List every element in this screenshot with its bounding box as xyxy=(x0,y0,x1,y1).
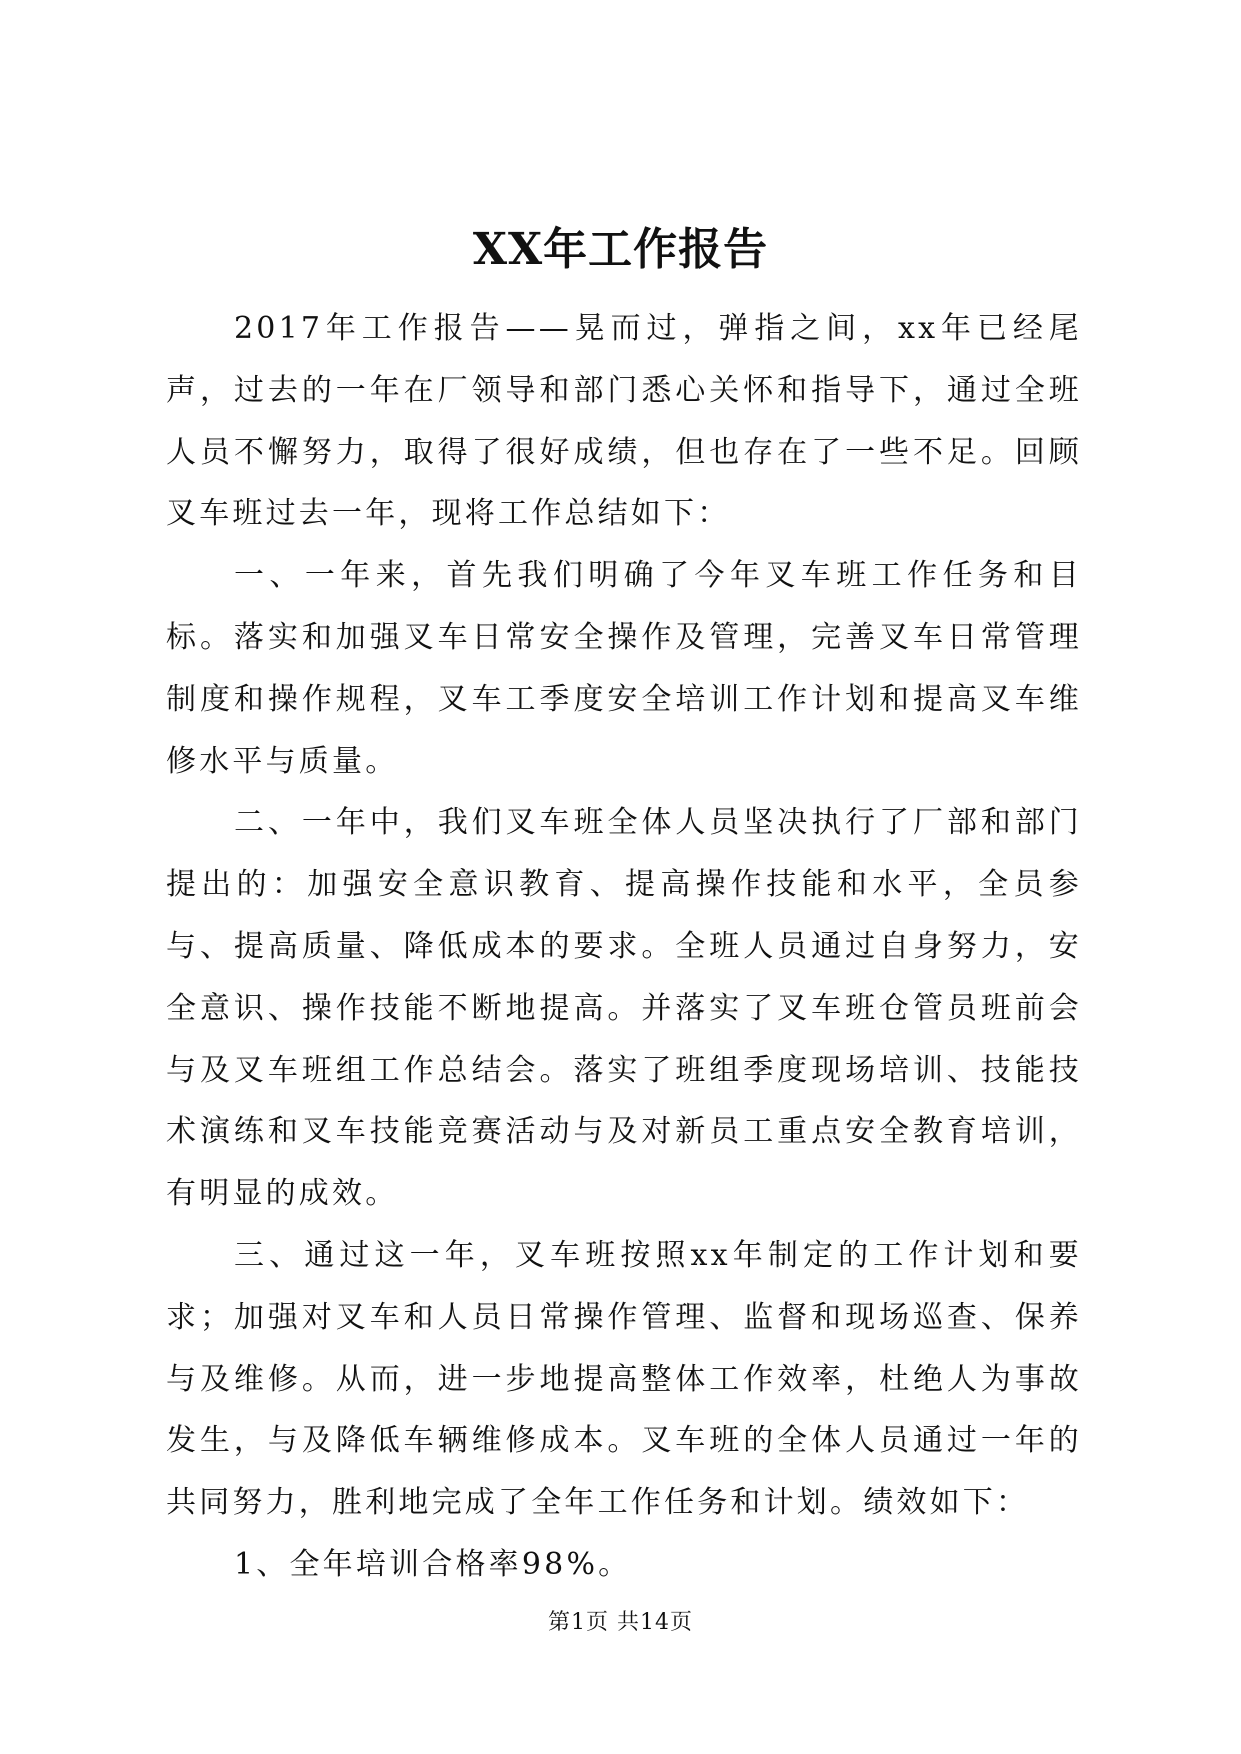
section-two-paragraph: 二、一年中，我们叉车班全体人员坚决执行了厂部和部门提出的：加强安全意识教育、提高操作技能和水平，全员参与、提高质量、降低成本的要求。全班人员通过自身努力，安全意识、操作技能不断地提高。并落实了叉车班仓管员班前会与及叉车班组工作总结会。落实了班组季度现场培训、技能技术演练和叉车技能竞赛活动与及对新员工重点安全教育培训，有明显的成效。 xyxy=(166,805,1082,1212)
page-footer: 第1页 共14页 xyxy=(548,1610,693,1635)
section-one-paragraph: 一、一年来，首先我们明确了今年叉车班工作任务和目标。落实和加强叉车日常安全操作及管理，完善叉车日常管理制度和操作规程，叉车工季度安全培训工作计划和提高叉车维修水平与质量。 xyxy=(166,558,1082,779)
document-title: XX年工作报告 xyxy=(472,224,769,275)
document-body xyxy=(166,298,1082,1596)
intro-paragraph: 2017年工作报告——晃而过，弹指之间，xx年已经尾声，过去的一年在厂领导和部门悉心关怀和指导下，通过全班人员不懈努力，取得了很好成绩，但也存在了一些不足。回顾叉车班过去一年，现将工作总结如下： xyxy=(166,311,1082,532)
section-three-paragraph: 三、通过这一年，叉车班按照xx年制定的工作计划和要求；加强对叉车和人员日常操作管理、监督和现场巡查、保养与及维修。从而，进一步地提高整体工作效率，杜绝人为事故发生，与及降低车辆维修成本。叉车班的全体人员通过一年的共同努力，胜利地完成了全年工作任务和计划。绩效如下： xyxy=(166,1237,1082,1521)
list-item-training-rate: 1、全年培训合格率98%。 xyxy=(234,1546,632,1582)
